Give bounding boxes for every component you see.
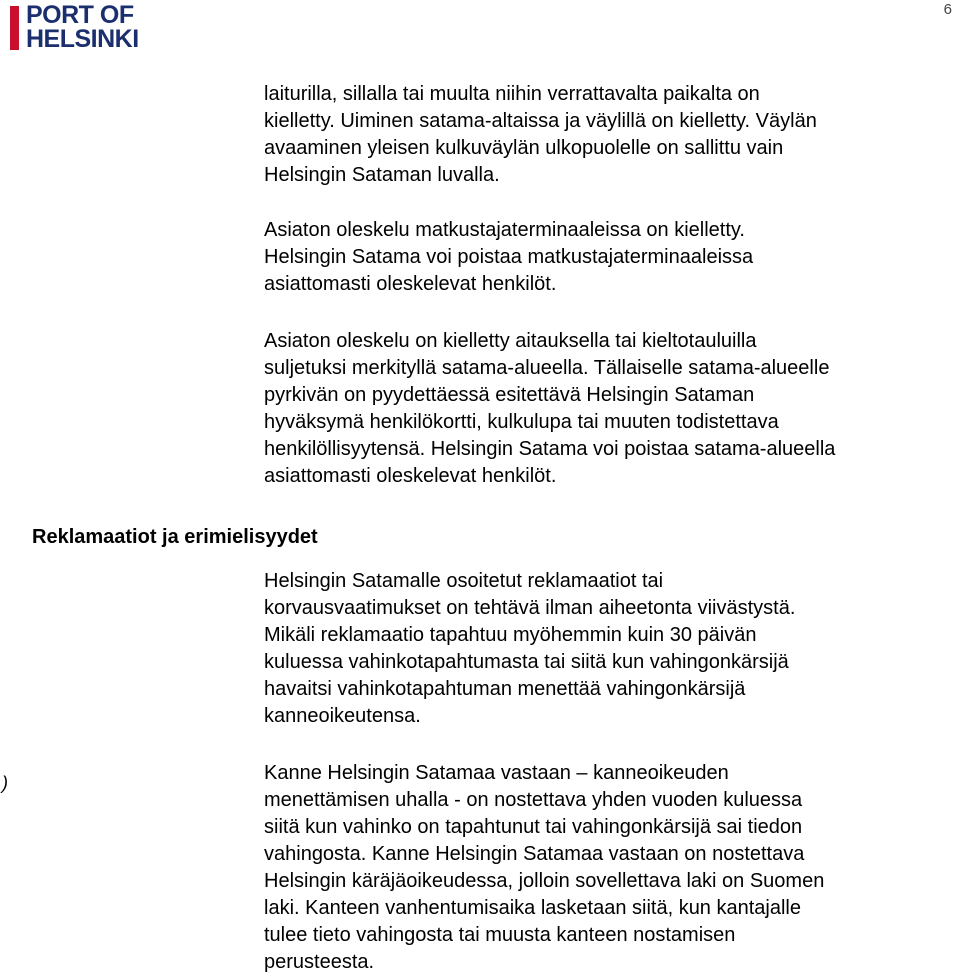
paragraph-restricted-area bbox=[264, 328, 944, 490]
paragraph-swimming-rules bbox=[264, 81, 944, 189]
paragraph-line: Helsingin Satamalle osoitetut reklamaatiot tai bbox=[264, 570, 664, 592]
section-heading-complaints: Reklamaatiot ja erimielisyydet bbox=[32, 526, 318, 548]
paragraph-terminal-loitering bbox=[264, 217, 944, 298]
paragraph-line: pyrkivän on pyydettäessä esitettävä Helsingin Sataman bbox=[264, 384, 755, 406]
paragraph-line: asiattomasti oleskelevat henkilöt. bbox=[264, 465, 557, 487]
page-number: 6 bbox=[943, 1, 952, 18]
port-of-helsinki-logo bbox=[10, 2, 162, 52]
paragraph-line: korvausvaatimukset on tehtävä ilman aiheetonta viivästystä. bbox=[264, 597, 796, 619]
paragraph-line: Mikäli reklamaatio tapahtuu myöhemmin kuin 30 päivän bbox=[264, 624, 757, 646]
paragraph-line: siitä kun vahinko on tapahtunut tai vahingonkärsijä sai tiedon bbox=[264, 816, 803, 838]
paragraph-line: laki. Kanteen vanhentumisaika lasketaan siitä, kun kantajalle bbox=[264, 897, 801, 919]
paragraph-line: Helsingin Satama voi poistaa matkustajaterminaaleissa bbox=[264, 246, 754, 268]
paragraph-line: henkilöllisyytensä. Helsingin Satama voi poistaa satama-alueella bbox=[264, 438, 836, 460]
paragraph-line: vahingosta. Kanne Helsingin Satamaa vastaan on nostettava bbox=[264, 843, 805, 865]
paragraph-line: hyväksymä henkilökortti, kulkulupa tai muuten todistettava bbox=[264, 411, 779, 433]
paragraph-line: tulee tieto vahingosta tai muusta kanteen nostamisen bbox=[264, 924, 736, 946]
paragraph-line: asiattomasti oleskelevat henkilöt. bbox=[264, 273, 557, 295]
logo-red-bar bbox=[10, 6, 19, 50]
paragraph-complaints bbox=[264, 568, 944, 730]
paragraph-line: Asiaton oleskelu matkustajaterminaaleissa on kielletty. bbox=[264, 219, 745, 241]
paragraph-line: havaitsi vahinkotapahtuman menettää vahingonkärsijä bbox=[264, 678, 746, 700]
paragraph-line: laiturilla, sillalla tai muulta niihin verrattavalta paikalta on bbox=[264, 83, 760, 105]
paragraph-line: Helsingin käräjäoikeudessa, jolloin sovellettava laki on Suomen bbox=[264, 870, 825, 892]
paragraph-line: Asiaton oleskelu on kielletty aitauksella tai kieltotauluilla bbox=[264, 330, 757, 352]
logo-text-line1: PORT OF bbox=[26, 1, 134, 29]
margin-mark: ) bbox=[2, 773, 8, 793]
paragraph-lawsuit bbox=[264, 760, 944, 976]
paragraph-line: avaaminen yleisen kulkuväylän ulkopuolelle on sallittu vain bbox=[264, 137, 784, 159]
paragraph-line: kuluessa vahinkotapahtumasta tai siitä kun vahingonkärsijä bbox=[264, 651, 789, 673]
paragraph-line: suljetuksi merkityllä satama-alueella. Tällaiselle satama-alueelle bbox=[264, 357, 830, 379]
paragraph-line: perusteesta. bbox=[264, 951, 375, 973]
paragraph-line: Kanne Helsingin Satamaa vastaan – kanneoikeuden bbox=[264, 762, 729, 784]
paragraph-line: kanneoikeutensa. bbox=[264, 705, 421, 727]
paragraph-line: Helsingin Sataman luvalla. bbox=[264, 164, 500, 186]
paragraph-line: kielletty. Uiminen satama-altaissa ja väylillä on kielletty. Väylän bbox=[264, 110, 817, 132]
paragraph-line: menettämisen uhalla - on nostettava yhden vuoden kuluessa bbox=[264, 789, 803, 811]
logo-text-line2: HELSINKI bbox=[26, 25, 139, 53]
